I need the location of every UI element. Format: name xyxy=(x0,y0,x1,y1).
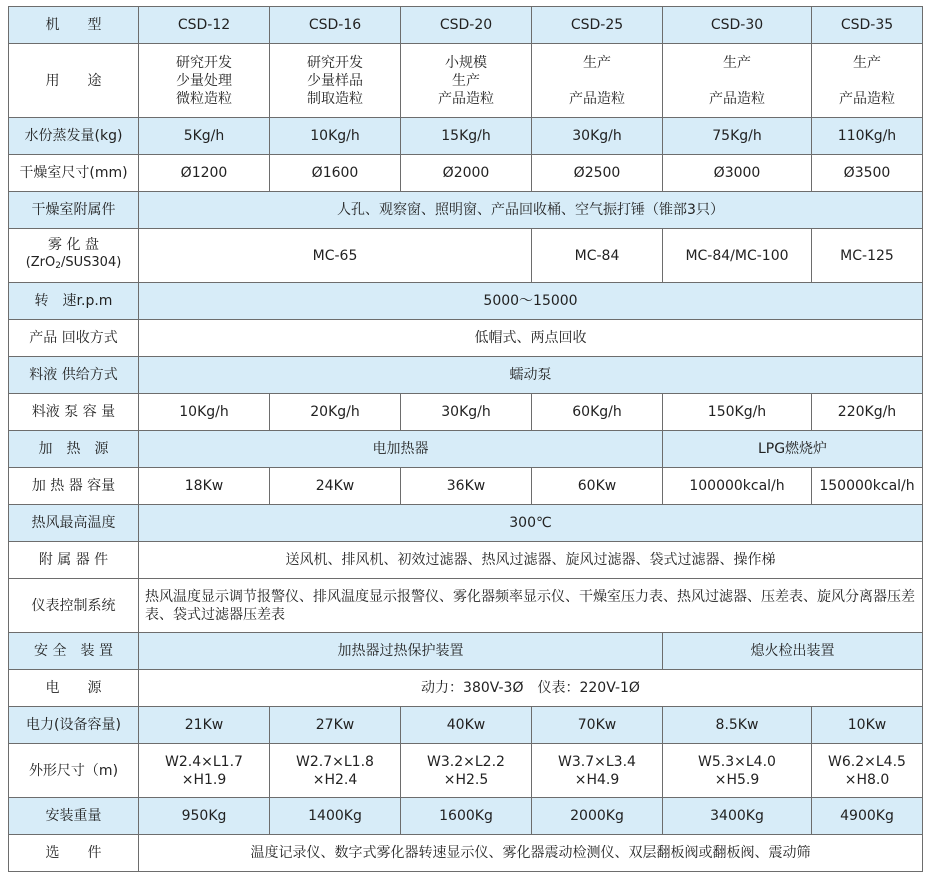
cell-line: W6.2×L4.5 xyxy=(828,753,906,770)
row-model xyxy=(9,7,923,44)
cell xyxy=(812,44,923,118)
row-label: 料液 供给方式 xyxy=(9,357,139,394)
cell: 5000～15000 xyxy=(139,283,923,320)
row-safety xyxy=(9,633,923,670)
cell-line: 研究开发 xyxy=(307,54,363,71)
row-label: 热风最高温度 xyxy=(9,505,139,542)
row-label: 电力(设备容量) xyxy=(9,707,139,744)
cell: 950Kg xyxy=(139,798,270,835)
cell: 70Kw xyxy=(532,707,663,744)
cell: MC-65 xyxy=(139,229,532,283)
row-label: 加 热 源 xyxy=(9,431,139,468)
cell-line: W5.3×L4.0 xyxy=(698,753,776,770)
row-label: 干燥室尺寸(mm) xyxy=(9,155,139,192)
cell: 150Kg/h xyxy=(663,394,812,431)
cell: 30Kg/h xyxy=(532,118,663,155)
cell-line: W2.4×L1.7 xyxy=(165,753,243,770)
cell: 75Kg/h xyxy=(663,118,812,155)
cell: 8.5Kw xyxy=(663,707,812,744)
row-max-temp xyxy=(9,505,923,542)
row-chamber-size xyxy=(9,155,923,192)
cell-line xyxy=(814,72,920,90)
cell-line: 生产 xyxy=(452,72,480,89)
sublabel-suffix: /SUS304) xyxy=(61,255,122,270)
cell: MC-84 xyxy=(532,229,663,283)
cell: 24Kw xyxy=(270,468,401,505)
cell: Ø2500 xyxy=(532,155,663,192)
cell-line: 产品造粒 xyxy=(839,90,895,107)
row-label: 料液 泵 容 量 xyxy=(9,394,139,431)
cell: 10Kw xyxy=(812,707,923,744)
row-label: 安 全 装 置 xyxy=(9,633,139,670)
row-label xyxy=(9,229,139,283)
atomizer-label: 雾 化 盘 xyxy=(48,237,99,253)
row-options xyxy=(9,835,923,872)
cell: 蠕动泵 xyxy=(139,357,923,394)
row-label: 仪表控制系统 xyxy=(9,579,139,633)
row-label: 电 源 xyxy=(9,670,139,707)
cell: 18Kw xyxy=(139,468,270,505)
cell: CSD-16 xyxy=(270,7,401,44)
cell: 1600Kg xyxy=(401,798,532,835)
cell: 40Kw xyxy=(401,707,532,744)
cell xyxy=(401,744,532,798)
row-label: 转 速r.p.m xyxy=(9,283,139,320)
cell: Ø1600 xyxy=(270,155,401,192)
cell-line: ×H1.9 xyxy=(181,771,227,788)
row-label: 加 热 器 容量 xyxy=(9,468,139,505)
cell: 低帽式、两点回收 xyxy=(139,320,923,357)
cell xyxy=(532,744,663,798)
row-atomizer xyxy=(9,229,923,283)
cell-line: ×H8.0 xyxy=(844,771,890,788)
cell xyxy=(663,744,812,798)
cell-line: 产品造粒 xyxy=(709,90,765,107)
cell-line: ×H2.5 xyxy=(443,771,489,788)
cell-line: 少量样品 xyxy=(307,72,363,89)
cell: LPG燃烧炉 xyxy=(663,431,923,468)
cell: Ø3500 xyxy=(812,155,923,192)
row-label: 安装重量 xyxy=(9,798,139,835)
cell: 30Kg/h xyxy=(401,394,532,431)
cell-line: 微粒造粒 xyxy=(176,90,232,107)
cell: MC-84/MC-100 xyxy=(663,229,812,283)
cell-line: W3.2×L2.2 xyxy=(427,753,505,770)
cell xyxy=(663,44,812,118)
cell-line: 研究开发 xyxy=(176,54,232,71)
row-label: 产品 回收方式 xyxy=(9,320,139,357)
cell: 动力：380V-3Ø 仪表：220V-1Ø xyxy=(139,670,923,707)
cell: CSD-20 xyxy=(401,7,532,44)
cell: 20Kg/h xyxy=(270,394,401,431)
cell: 150000kcal/h xyxy=(812,468,923,505)
cell-line: 小规模 xyxy=(445,54,487,71)
cell xyxy=(270,44,401,118)
cell: 300℃ xyxy=(139,505,923,542)
cell-line: 生产 xyxy=(583,54,611,71)
row-speed xyxy=(9,283,923,320)
cell: 220Kg/h xyxy=(812,394,923,431)
cell: 15Kg/h xyxy=(401,118,532,155)
cell-line: 少量处理 xyxy=(176,72,232,89)
cell xyxy=(812,744,923,798)
cell-line: W2.7×L1.8 xyxy=(296,753,374,770)
cell: Ø1200 xyxy=(139,155,270,192)
atomizer-sublabel xyxy=(11,254,136,275)
cell: Ø3000 xyxy=(663,155,812,192)
sublabel-prefix: (ZrO xyxy=(25,255,56,270)
cell xyxy=(270,744,401,798)
cell-line xyxy=(534,72,660,90)
cell: CSD-35 xyxy=(812,7,923,44)
row-usage xyxy=(9,44,923,118)
cell-line: 生产 xyxy=(853,54,881,71)
cell-line: 生产 xyxy=(723,54,751,71)
row-chamber-accessories xyxy=(9,192,923,229)
row-label: 选 件 xyxy=(9,835,139,872)
cell: 加热器过热保护装置 xyxy=(139,633,663,670)
cell: CSD-12 xyxy=(139,7,270,44)
cell: MC-125 xyxy=(812,229,923,283)
cell-line: ×H2.4 xyxy=(312,771,358,788)
cell-line: 产品造粒 xyxy=(438,90,494,107)
cell: 60Kw xyxy=(532,468,663,505)
row-power-supply xyxy=(9,670,923,707)
cell xyxy=(139,744,270,798)
row-label: 附 属 器 件 xyxy=(9,542,139,579)
cell: 熄火检出装置 xyxy=(663,633,923,670)
cell: 3400Kg xyxy=(663,798,812,835)
row-label: 干燥室附属件 xyxy=(9,192,139,229)
cell xyxy=(139,44,270,118)
cell: 温度记录仪、数字式雾化器转速显示仪、雾化器震动检测仪、双层翻板阀或翻板阀、震动筛 xyxy=(139,835,923,872)
cell: 5Kg/h xyxy=(139,118,270,155)
cell-line: W3.7×L3.4 xyxy=(558,753,636,770)
row-weight xyxy=(9,798,923,835)
cell: 36Kw xyxy=(401,468,532,505)
cell: 10Kg/h xyxy=(139,394,270,431)
cell: 热风温度显示调节报警仪、排风温度显示报警仪、雾化器频率显示仪、干燥室压力表、热风过滤器、压差表、旋风分离器压差表、袋式过滤器压差表 xyxy=(139,579,923,633)
cell: 100000kcal/h xyxy=(663,468,812,505)
cell: 110Kg/h xyxy=(812,118,923,155)
cell-line xyxy=(665,72,809,90)
row-pump-capacity xyxy=(9,394,923,431)
row-collection xyxy=(9,320,923,357)
row-label: 外形尺寸（m) xyxy=(9,744,139,798)
row-label: 机 型 xyxy=(9,7,139,44)
cell: CSD-30 xyxy=(663,7,812,44)
cell xyxy=(532,44,663,118)
cell: 10Kg/h xyxy=(270,118,401,155)
row-accessories xyxy=(9,542,923,579)
cell: CSD-25 xyxy=(532,7,663,44)
cell: 21Kw xyxy=(139,707,270,744)
row-instruments xyxy=(9,579,923,633)
cell-line: 产品造粒 xyxy=(569,90,625,107)
cell-line: 制取造粒 xyxy=(307,90,363,107)
row-dimensions xyxy=(9,744,923,798)
cell: 2000Kg xyxy=(532,798,663,835)
row-evaporation xyxy=(9,118,923,155)
cell: 电加热器 xyxy=(139,431,663,468)
cell-line: ×H4.9 xyxy=(574,771,620,788)
row-feed xyxy=(9,357,923,394)
row-heat-source xyxy=(9,431,923,468)
cell-line: ×H5.9 xyxy=(714,771,760,788)
row-power xyxy=(9,707,923,744)
cell xyxy=(401,44,532,118)
row-heater-capacity xyxy=(9,468,923,505)
sublabel-subscript: 2 xyxy=(55,261,61,271)
cell: 27Kw xyxy=(270,707,401,744)
cell: 送风机、排风机、初效过滤器、热风过滤器、旋风过滤器、袋式过滤器、操作梯 xyxy=(139,542,923,579)
row-label: 用 途 xyxy=(9,44,139,118)
spec-table xyxy=(8,6,923,872)
cell: 60Kg/h xyxy=(532,394,663,431)
cell: Ø2000 xyxy=(401,155,532,192)
row-label: 水份蒸发量(kg) xyxy=(9,118,139,155)
cell: 4900Kg xyxy=(812,798,923,835)
cell: 1400Kg xyxy=(270,798,401,835)
cell: 人孔、观察窗、照明窗、产品回收桶、空气振打锤（锥部3只） xyxy=(139,192,923,229)
